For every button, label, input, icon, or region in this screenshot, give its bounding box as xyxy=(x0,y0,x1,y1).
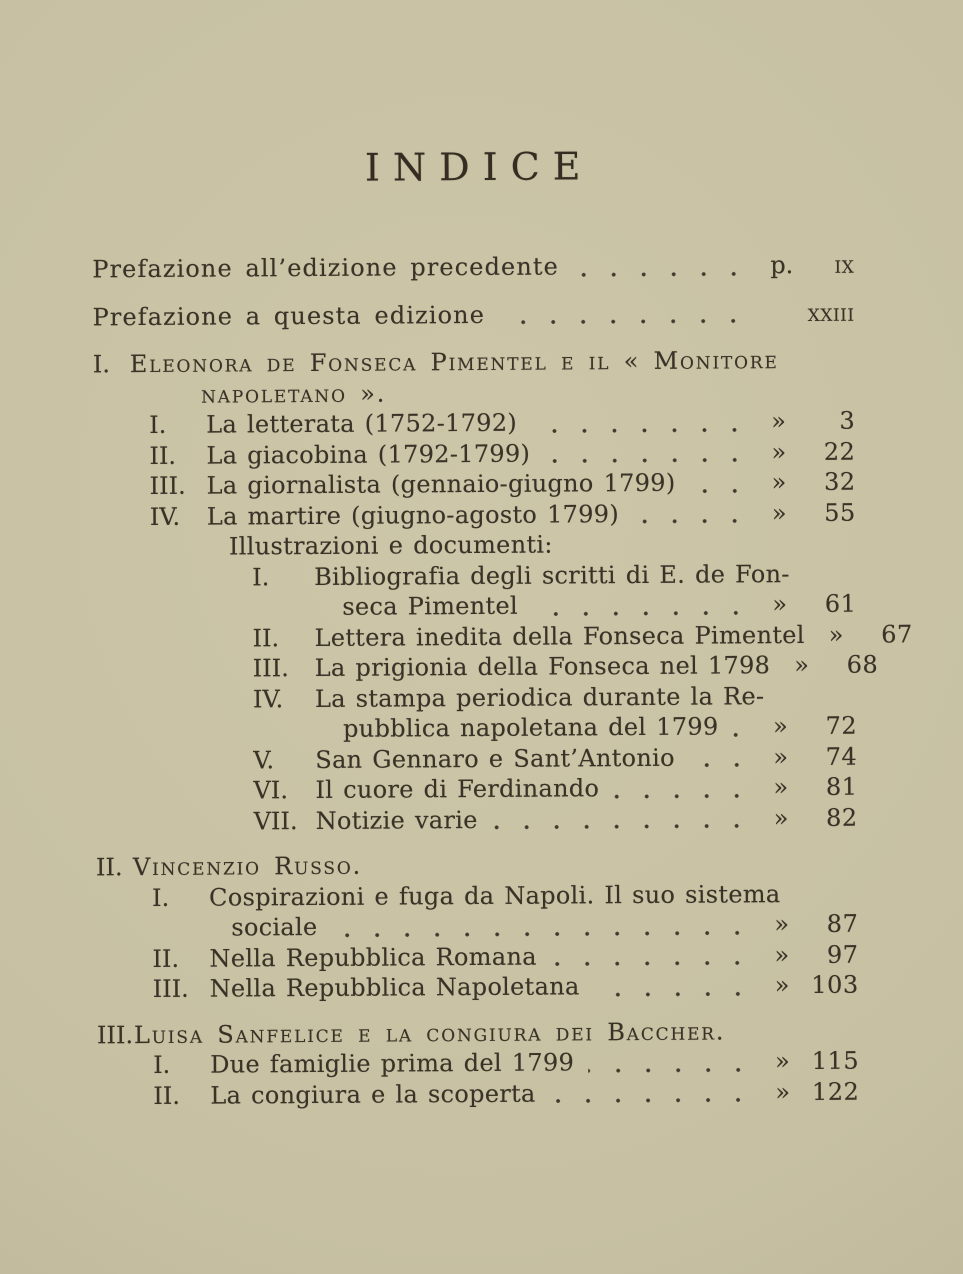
page-number: 87 xyxy=(826,909,859,938)
toc-label: Prefazione a questa edizione xyxy=(92,300,486,331)
toc-numeral: III. xyxy=(252,654,289,683)
toc-label: Nella Repubblica Romana xyxy=(209,942,537,973)
toc-label: Luisa Sanfelice e la congiura dei Baccher. xyxy=(133,1016,726,1049)
toc-numeral: I. xyxy=(153,1050,171,1079)
dot-leader xyxy=(739,1035,765,1042)
toc-label: La letterata (1752-1792) xyxy=(206,408,518,439)
page-marker: » xyxy=(773,712,788,741)
page-number: 97 xyxy=(826,940,859,969)
page-marker: » xyxy=(774,940,790,969)
dot-leader xyxy=(689,761,763,768)
toc-numeral: II. xyxy=(95,853,123,882)
toc-label: San Gennaro e Sant’Antonio xyxy=(315,743,675,774)
toc-label: Due famiglie prima del 1799 xyxy=(210,1048,575,1079)
page-marker: p. xyxy=(770,251,794,280)
dot-leader xyxy=(633,517,762,525)
page-marker: » xyxy=(775,1047,790,1076)
page-number: 103 xyxy=(811,970,859,999)
toc-label: Illustrazioni e documenti: xyxy=(228,530,553,561)
page-marker: » xyxy=(772,590,788,619)
page-marker: » xyxy=(794,650,809,680)
page-number: 81 xyxy=(825,772,858,801)
page-marker: » xyxy=(773,803,789,832)
page-number: 55 xyxy=(824,498,856,527)
toc-numeral: II. xyxy=(149,441,177,470)
dot-leader xyxy=(594,990,765,998)
toc-label: Lettera inedita della Fonseca Pimentel xyxy=(314,620,805,652)
toc-row xyxy=(93,436,855,471)
toc-numeral: II. xyxy=(152,944,180,973)
toc-row xyxy=(92,297,854,332)
toc-section-heading xyxy=(97,1015,859,1050)
toc-section-heading xyxy=(93,345,855,380)
toc-numeral: I. xyxy=(152,883,170,912)
dot-leader xyxy=(376,868,764,877)
page-number: 74 xyxy=(825,742,858,771)
toc-numeral: I. xyxy=(252,562,270,591)
toc-row xyxy=(94,619,913,654)
page-number: 72 xyxy=(825,711,858,740)
toc-row xyxy=(94,528,856,563)
toc-label: pubblica napoletana del 1799 xyxy=(343,712,719,743)
toc-row xyxy=(94,558,856,593)
toc-section-heading xyxy=(96,848,858,883)
toc-row xyxy=(92,250,854,285)
page-marker: » xyxy=(773,742,789,771)
table-of-contents xyxy=(92,250,913,1112)
toc-label: Vincenzio Russo. xyxy=(132,851,363,882)
toc-label: sociale xyxy=(231,912,318,942)
dot-leader xyxy=(588,1066,765,1074)
page-marker: » xyxy=(775,1077,791,1106)
page-number: 22 xyxy=(823,437,856,466)
dot-leader xyxy=(550,1096,766,1104)
dot-leader xyxy=(544,456,761,464)
toc-row xyxy=(93,375,855,410)
toc-row xyxy=(96,878,858,913)
toc-numeral: III. xyxy=(149,471,186,500)
toc-label: Eleonora de Fonseca Pimentel e il « Monitore xyxy=(129,346,779,379)
toc-row xyxy=(97,1076,859,1111)
toc-row xyxy=(95,741,857,776)
toc-label: Il cuore di Ferdinando xyxy=(315,774,600,804)
page-number: 68 xyxy=(846,650,879,679)
toc-row xyxy=(94,497,856,532)
page-number: xxiii xyxy=(807,298,855,327)
dot-leader xyxy=(332,929,765,939)
toc-label: Notizie varie xyxy=(315,805,478,835)
page-number: 32 xyxy=(823,467,856,496)
page-marker: » xyxy=(773,773,789,802)
toc-numeral: III. xyxy=(152,974,189,1003)
toc-numeral: IV. xyxy=(252,684,284,713)
toc-label: napoletano ». xyxy=(200,379,387,409)
toc-numeral: VII. xyxy=(253,806,298,835)
page-marker: » xyxy=(771,437,787,466)
toc-numeral: II. xyxy=(252,623,280,652)
toc-label: La martire (giugno-agosto 1799) xyxy=(206,499,620,531)
toc-numeral: II. xyxy=(153,1081,181,1110)
toc-row xyxy=(96,939,858,974)
toc-numeral: I. xyxy=(149,410,167,439)
page-number: 115 xyxy=(811,1046,860,1075)
page-number: ix xyxy=(834,250,855,279)
toc-row xyxy=(96,909,858,944)
toc-label: La giacobina (1792-1799) xyxy=(206,439,531,470)
page-content xyxy=(91,0,913,1111)
toc-row xyxy=(97,970,859,1005)
page-marker: » xyxy=(774,910,790,939)
toc-numeral: III. xyxy=(96,1020,134,1049)
dot-leader xyxy=(532,609,762,617)
toc-numeral: VI. xyxy=(253,776,289,805)
toc-label: Prefazione all’edizione precedente xyxy=(92,252,559,284)
page-number: 67 xyxy=(881,619,913,649)
page-number: 61 xyxy=(824,589,857,618)
toc-numeral: IV. xyxy=(149,502,181,531)
page-number: 3 xyxy=(839,406,856,435)
dot-leader xyxy=(400,395,761,404)
dot-leader xyxy=(551,959,765,967)
toc-label: La congiura e la scoperta xyxy=(210,1079,536,1110)
dot-leader xyxy=(690,487,762,494)
toc-row xyxy=(95,772,857,807)
toc-row xyxy=(96,802,858,837)
toc-numeral: I. xyxy=(92,350,111,379)
toc-label: seca Pimentel xyxy=(342,591,519,621)
toc-row xyxy=(95,650,879,685)
toc-label: La prigionia della Fonseca nel 1798 xyxy=(314,651,771,682)
dot-leader xyxy=(531,426,761,434)
page-marker: » xyxy=(771,498,787,527)
toc-row xyxy=(93,406,855,441)
toc-numeral: V. xyxy=(253,745,275,774)
dot-leader xyxy=(733,731,764,738)
toc-label: Cospirazioni e fuga da Napoli. Il suo sistema xyxy=(209,879,781,912)
dot-leader xyxy=(613,792,763,800)
toc-row xyxy=(95,711,857,746)
dot-leader xyxy=(567,548,762,556)
page-marker: » xyxy=(771,468,787,497)
toc-row xyxy=(94,589,856,624)
dot-leader xyxy=(492,822,764,831)
toc-label: La giornalista (gennaio-giugno 1799) xyxy=(206,468,676,500)
dot-leader xyxy=(573,270,760,278)
page-marker: » xyxy=(771,407,786,436)
toc-label: Bibliografia degli scritti di E. de Fon- xyxy=(314,559,790,591)
page-title: INDICE xyxy=(364,144,594,190)
page-number: 82 xyxy=(826,803,858,832)
toc-row xyxy=(97,1046,859,1081)
page-marker: » xyxy=(828,620,844,649)
toc-row xyxy=(95,680,857,715)
dot-leader xyxy=(499,317,761,326)
toc-label: La stampa periodica durante la Re- xyxy=(314,681,765,713)
toc-row xyxy=(94,467,856,502)
page-marker: » xyxy=(774,971,790,1000)
toc-label: Nella Repubblica Napoletana xyxy=(209,972,580,1003)
page-number: 122 xyxy=(811,1077,860,1106)
